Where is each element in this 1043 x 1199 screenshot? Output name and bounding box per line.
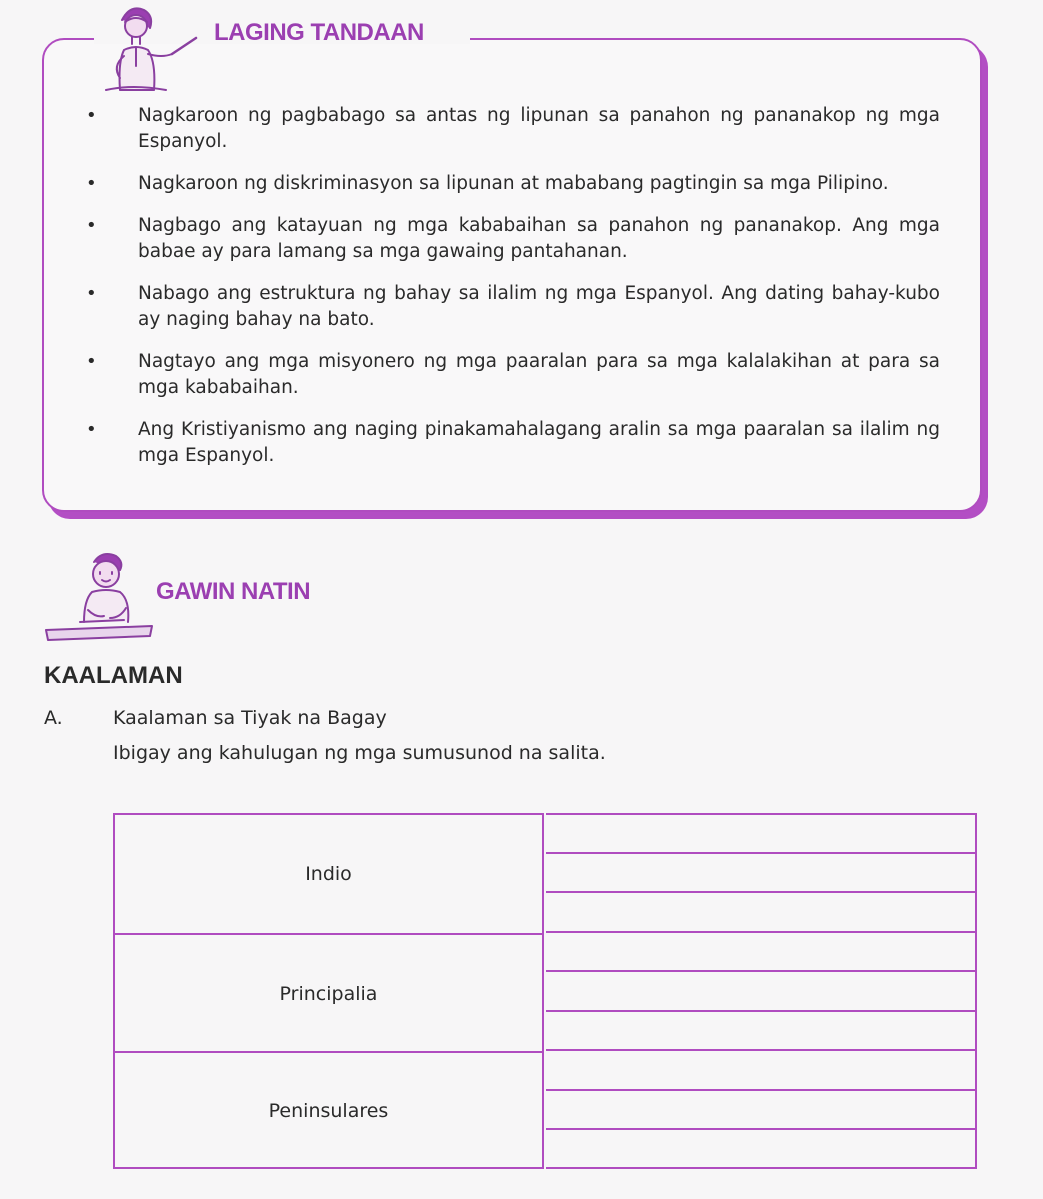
terms-table [113,813,978,1171]
answer-line[interactable] [546,1167,977,1169]
bullet-dot-icon: • [86,351,97,372]
item-title: Kaalaman sa Tiyak na Bagay [113,707,387,729]
answer-line[interactable] [546,852,977,854]
answer-column-edge [975,813,977,1169]
list-item: • Nagtayo ang mga misyonero ng mga paaralan para sa mga kalalakihan at para sa mga kababaihan. [86,351,940,398]
bullet-dot-icon: • [86,215,97,236]
gawin-natin-title: GAWIN NATIN [156,578,311,605]
bullet-dot-icon: • [86,173,97,194]
bullet-dot-icon: • [86,283,97,304]
answer-line[interactable] [546,1049,977,1051]
list-item: • Nabago ang estruktura ng bahay sa ilalim ng mga Espanyol. Ang dating bahay-kubo ay naging bahay na bato. [86,283,940,330]
list-item: • Nagkaroon ng diskriminasyon sa lipunan at mababang pagtingin sa mga Pilipino. [80,171,940,197]
answer-line[interactable] [546,1089,977,1091]
answer-line [546,813,977,815]
answer-line[interactable] [546,891,977,893]
item-letter: A. [44,707,63,729]
teacher-pointing-icon [92,2,202,94]
term-cell-principalia: Principalia [279,983,378,1005]
instruction-text: Ibigay ang kahulugan ng mga sumusunod na salita. [113,742,606,764]
answer-line[interactable] [546,1128,977,1130]
list-item: • Ang Kristiyanismo ang naging pinakamahalagang aralin sa mga paaralan sa ilalim ng mga Espanyol. [86,419,940,466]
laging-tandaan-title: LAGING TANDAAN [214,19,424,46]
answer-line[interactable] [546,1010,977,1012]
bullet-dot-icon: • [86,105,97,126]
bullet-dot-icon: • [86,419,97,440]
list-item: • Nagbago ang katayuan ng mga kababaihan sa panahon ng pananakop. Ang mga babae ay para lamang sa mga gawaing pantahanan. [86,215,940,262]
terms-column [113,813,544,1169]
answer-line[interactable] [546,931,977,933]
student-writing-icon [44,548,156,648]
answer-line[interactable] [546,970,977,972]
list-item: • Nagkaroon ng pagbabago sa antas ng lipunan sa panahon ng pananakop ng mga Espanyol. [86,105,940,152]
term-cell-peninsulares: Peninsulares [268,1100,389,1122]
kaalaman-heading: KAALAMAN [44,662,183,689]
term-cell-indio: Indio [305,863,352,885]
tandaan-bullet-list [80,103,940,485]
